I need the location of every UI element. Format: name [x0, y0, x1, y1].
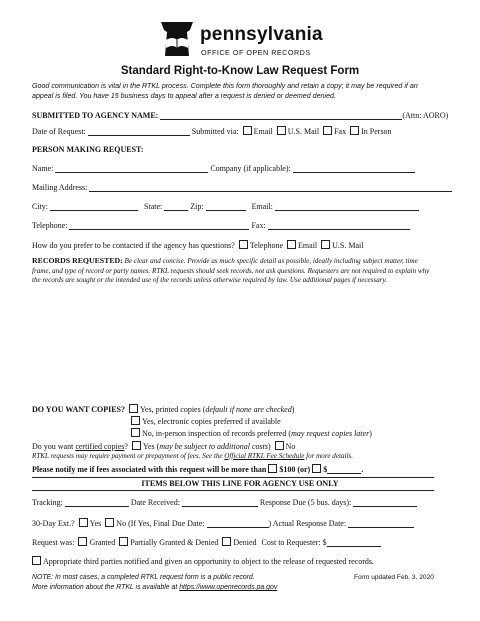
extension-no-checkbox[interactable] [105, 518, 114, 527]
certified-no-checkbox[interactable] [275, 441, 284, 450]
company-label: Company (if applicable): [210, 164, 291, 173]
cost-label: Cost to Requester: $ [261, 538, 327, 547]
footer-note: NOTE: In most cases, a completed RTKL request form is a public record. [32, 574, 255, 581]
contact-email-label: Email [298, 241, 318, 250]
denied-checkbox[interactable] [222, 537, 231, 546]
mailing-address-label: Mailing Address: [32, 183, 88, 192]
city-field[interactable] [50, 202, 138, 211]
email-label: Email: [251, 202, 273, 211]
fee-100-checkbox[interactable] [268, 464, 277, 473]
copies-electronic-label: Yes, electronic copies preferred if available [142, 417, 281, 426]
extension-label: 30-Day Ext.? [32, 519, 75, 528]
copies-printed-label: Yes, printed copies ( [139, 405, 206, 414]
person-heading: PERSON MAKING REQUEST: [32, 145, 144, 154]
state-label: State: [144, 202, 163, 211]
logo [157, 20, 337, 64]
mailing-address-row [32, 183, 452, 192]
via-email-label: Email [253, 127, 273, 136]
extension-yes-checkbox[interactable] [79, 518, 88, 527]
contact-mail-checkbox[interactable] [321, 240, 330, 249]
agency-heading: ITEMS BELOW THIS LINE FOR AGENCY USE ONLY [141, 479, 339, 488]
via-fax-checkbox[interactable] [323, 126, 332, 135]
records-requested-label: RECORDS REQUESTED: [32, 256, 123, 265]
copies-printed-checkbox[interactable] [129, 404, 138, 413]
form-updated: Form updated Feb. 3, 2020 [354, 574, 434, 581]
telephone-label: Telephone: [32, 221, 68, 230]
agency-name-row [32, 111, 448, 120]
email-field[interactable] [275, 202, 419, 211]
telephone-row [32, 221, 410, 230]
certified-question-a: Do you want [32, 442, 76, 451]
partial-label: Partially Granted & Denied [130, 538, 219, 547]
via-in-person-checkbox[interactable] [350, 126, 359, 135]
certified-yes-note: may be subject to additional costs [159, 442, 268, 451]
agency-divider-top [32, 477, 434, 478]
copies-printed-note: default if none are checked [205, 405, 292, 414]
fee-note [32, 452, 353, 460]
date-received-field[interactable] [182, 498, 258, 507]
final-due-date-field[interactable] [207, 519, 269, 528]
copies-inspection-note: may request copies later [291, 429, 370, 438]
contact-pref-question: How do you prefer to be contacted if the agency has questions? [32, 241, 235, 250]
logo-wordmark: pennsylvania [200, 24, 323, 45]
intro-text: Good communication is vital in the RTKL process. Complete this form thoroughly and retain a copy; it may be required if an appeal is filed. You have 15 business days to appeal after a request is denied or deemed denied. [32, 82, 418, 100]
denied-label: Denied [233, 538, 257, 547]
zip-field[interactable] [206, 202, 246, 211]
tracking-field[interactable] [65, 498, 129, 507]
via-in-person-label: In Person [361, 127, 392, 136]
response-due-label: Response Due (5 bus. days): [259, 498, 352, 507]
request-was-row [32, 537, 381, 547]
copies-printed-paren: ) [291, 405, 295, 414]
agency-name-field[interactable] [160, 111, 402, 120]
cost-field[interactable] [327, 538, 381, 547]
actual-response-field[interactable] [348, 519, 414, 528]
contact-telephone-checkbox[interactable] [239, 240, 248, 249]
fee-100-label: $100 (or) [279, 465, 311, 474]
granted-label: Granted [89, 538, 116, 547]
certified-row [32, 441, 295, 451]
via-mail-checkbox[interactable] [277, 126, 286, 135]
request-was-label: Request was: [32, 538, 75, 547]
final-due-close: ) [268, 519, 272, 528]
company-field[interactable] [293, 164, 415, 173]
contact-email-checkbox[interactable] [287, 240, 296, 249]
city-label: City: [32, 202, 49, 211]
copies-row-1 [32, 404, 294, 414]
extension-no-label: No (If Yes, Final Due Date: [116, 519, 205, 528]
partial-checkbox[interactable] [119, 537, 128, 546]
records-requested-block [32, 256, 436, 286]
fee-schedule-link[interactable]: Official RTKL Fee Schedule [224, 452, 305, 460]
third-parties-row [32, 556, 374, 566]
records-requested-area[interactable] [32, 300, 436, 396]
agency-name-label: SUBMITTED TO AGENCY NAME: [32, 111, 159, 120]
fee-custom-field[interactable] [327, 465, 361, 474]
page-title: Standard Right-to-Know Law Request Form [120, 65, 360, 77]
copies-inspection-checkbox[interactable] [131, 428, 140, 437]
copies-inspection-label: No, in-person inspection of records preferred ( [142, 429, 292, 438]
via-email-checkbox[interactable] [243, 126, 252, 135]
date-of-request-label: Date of Request: [32, 127, 86, 136]
via-fax-label: Fax [334, 127, 347, 136]
fee-note-c: for more details. [304, 452, 353, 460]
fee-custom-checkbox[interactable] [312, 464, 321, 473]
third-parties-checkbox[interactable] [32, 556, 41, 565]
tracking-row [32, 498, 417, 507]
granted-checkbox[interactable] [78, 537, 87, 546]
extension-yes-label: Yes [89, 519, 102, 528]
more-info-text: More information about the RTKL is available at [32, 584, 180, 591]
fee-custom-label: $ [323, 465, 328, 474]
state-field[interactable] [164, 202, 188, 211]
fee-note-a: RTKL requests may require payment or prepayment of fees. See the [32, 452, 225, 460]
extension-row [32, 518, 414, 528]
name-label: Name: [32, 164, 54, 173]
copies-inspection-paren: ) [369, 429, 372, 438]
fax-label: Fax: [251, 221, 266, 230]
certified-question-c: ? [124, 442, 128, 451]
copies-label: DO YOU WANT COPIES? [32, 405, 125, 414]
records-requested-instructions: Be clear and concise. Provide as much specific detail as possible, ideally including subject matter, time frame, and type of record or party names. RTKL requests should seek records, not ask questions. Requesters are not required to explain why the records are sought or the intended use of the records unless otherwise required by law. Use additional pages if necessary. [32, 257, 430, 285]
zip-label: Zip: [190, 202, 204, 211]
contact-telephone-label: Telephone [249, 241, 284, 250]
logo-subtitle: OFFICE OF OPEN RECORDS [201, 48, 311, 57]
openrecords-link[interactable]: https://www.openrecords.pa.gov [179, 584, 278, 591]
copies-row-3 [129, 428, 372, 438]
agency-divider-bottom [32, 490, 434, 491]
response-due-field[interactable] [353, 498, 417, 507]
notify-row: Please notify me if fees associated with this request will be more than $100 (or) $ . [32, 465, 364, 474]
footer-more-info [32, 584, 277, 591]
name-row [32, 164, 415, 173]
telephone-field[interactable] [69, 221, 249, 230]
certified-yes-paren: ) [267, 442, 271, 451]
name-field[interactable] [55, 164, 208, 173]
date-received-label: Date Received: [130, 498, 180, 507]
copies-row-2 [129, 416, 281, 426]
submitted-via-label: Submitted via: [191, 127, 239, 136]
mailing-address-field[interactable] [89, 183, 452, 192]
third-parties-label: Appropriate third parties notified and given an opportunity to object to the release of requested records. [43, 557, 375, 566]
date-of-request-row [32, 126, 392, 136]
actual-response-label: Actual Response Date: [272, 519, 347, 528]
certified-yes-label: Yes ( [142, 442, 160, 451]
copies-electronic-checkbox[interactable] [131, 416, 140, 425]
notify-label: Please notify me if fees associated with this request will be more than [32, 465, 267, 474]
contact-pref-row [32, 240, 363, 250]
city-row [32, 202, 419, 211]
fax-field[interactable] [268, 221, 410, 230]
certified-no-label: No [285, 442, 296, 451]
certified-question-b: certified copies [75, 442, 125, 451]
tracking-label: Tracking: [32, 498, 63, 507]
keystone-book-icon [157, 20, 197, 58]
contact-mail-label: U.S. Mail [332, 241, 364, 250]
attn-label: (Attn: AORO) [402, 111, 449, 120]
certified-yes-checkbox[interactable] [132, 441, 141, 450]
via-mail-label: U.S. Mail [287, 127, 320, 136]
date-of-request-field[interactable] [88, 127, 190, 136]
